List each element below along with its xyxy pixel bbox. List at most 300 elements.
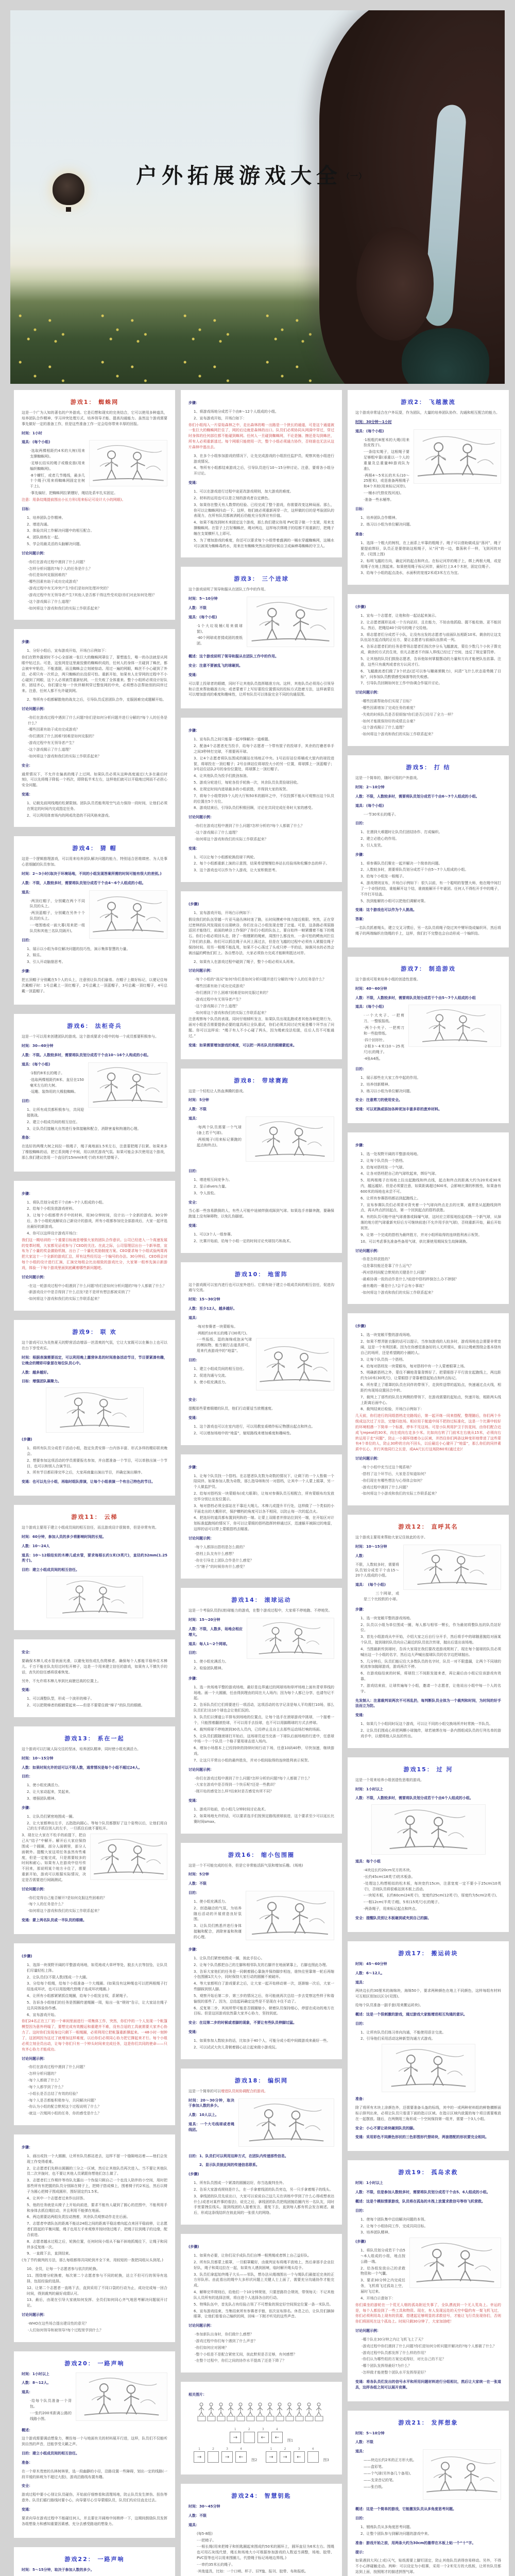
question-line: -你们在游戏过程中遇到了什么问题？ (28, 560, 87, 564)
section-label: 人数：不限，人数多，场地会相应增大。 (188, 1626, 243, 1637)
numbered-line: 2、娱乐。 (27, 953, 44, 958)
game-card (14, 2547, 175, 2576)
numbered-line: 4、等所有小组都结束游戏之后，引导队员进行10～15分钟讨论。注意，要将各小组分开讨论。 (194, 466, 334, 476)
numbered-line: 1、展示那些在大家工作中起的作用。 (360, 1075, 421, 1080)
numbered-line: 2、宣布游戏开始，开场白如下： (194, 416, 247, 420)
question-line: -如何将这个游戏和我们的实际工作联系起来？ (362, 732, 435, 737)
balloon-race-illustration (246, 1116, 334, 1162)
numbered-line: 9、让第一个完成的搭档为最终胜方，并对小组所取得的连续胜利表示祝贺。 (360, 1232, 482, 1237)
section-label: 目的： (188, 1651, 199, 1655)
section-label: 步骤： (188, 1676, 199, 1681)
card-heading: 游戏24： 智慧钥匙 (231, 2493, 291, 2500)
section-label: 概述：这是一个简单的游戏，它能激发队员从多角度思考问题。 (355, 2507, 456, 2512)
card-paragraph: 不限，人数较多时，需要将队员划分成若干个由15～20个人组成的小组。 (355, 1562, 399, 1578)
numbered-line: 1、展示以小组为单位解决问题的技巧性，演示集体智慧的力量。 (27, 946, 130, 951)
section-label: 道具： (22, 890, 32, 894)
section-label: 道具：10～12根结实的木棒儿或水管，要求每根长约1米(3英尺)，直径约32mm(1.25英寸)。 (22, 1553, 167, 1563)
numbered-line: 2、告诉队员们它们将要进行一项活动，这项活动的名字记录是每人平均需打10场，那么队员们打出10个球也会让他们玩的。 (194, 1703, 334, 1713)
section-label: 讨论问题示例： (355, 1248, 381, 1253)
section-label: 人数：不限 (188, 1882, 207, 1886)
numbered-line: 2、让大家动起来，笑起来。 (27, 1790, 73, 1794)
section-label: 道具： (355, 1980, 366, 1985)
bullet-line: -长约45cm(18英寸)的木板条。 (364, 1874, 415, 1879)
tangled-circle-illustration (90, 1834, 167, 1880)
section-label: 目标： (355, 506, 366, 511)
bullet-line: ·逗趣、装饰用的大橡胶蜘蛛。 (30, 1090, 78, 1094)
numbered-line: 2、让队员们(不限人数)围成一个大圈。 (27, 1975, 90, 1979)
section-label: 变通： (188, 846, 199, 851)
bullet-line: ——盒彩笔。 (364, 2465, 385, 2469)
numbered-line: 3、让每个队员找一个搭档。 (360, 1357, 406, 1362)
section-label: 讨论问题示例： (355, 1456, 381, 1461)
numbered-line: 2、标明飞越的方向，确定河的起点和终点。在标记河岸的绳子上，绑上两根大绳，或是用绳子在地上围起来。如果使用绳子标记河岸，最好打上3.4个木桩，固定住绳子。 (360, 558, 501, 569)
numbered-line: 3、给每个小组的起点浇水，水面积的宽度2米或3米左右为宜。 (360, 571, 461, 575)
game-card (181, 2234, 342, 2372)
numbered-line: 4、开场白示意如下： (360, 2296, 396, 2300)
numbered-line: 1、将参赛队员们聚在一起并解决一个简单的问题。 (360, 861, 442, 866)
section-label: 安全： (22, 2484, 32, 2488)
game-card (14, 1505, 175, 1630)
numbered-line: 1、如果参加人数较多的话，比如多于40个人，可能分成小组中间做游戏来最好一些。 (194, 2039, 331, 2043)
game-card (14, 1014, 175, 1171)
numbered-line: 1、选一块宽敞平整的游戏场地。 (360, 1616, 414, 1620)
numbered-line: 6、在游戏临结束的时候，将球投三不间距发接来者，再让最后由小组记住该游戏有效靠。 (360, 1671, 501, 1682)
numbered-line: 3、让4个志愿者将队伍围成的圈站在场地正中央。1号站好站位将桶或大筐内的球投进筐，将球投在一顶红帽子；2号自律站位将球投大小的另一位置，将球掷上一顶蓝帽子；3号站位站队2号的身份位置处，将球掷上一顶红帽子。 (194, 756, 334, 772)
section-label: 人数：不限，人数较多时，需要将队员划分成若干个由6～7个人组成的小组。 (355, 794, 479, 799)
horse-head (319, 10, 505, 384)
bullet-line: ·准备一些水桶等。 (364, 497, 394, 502)
section-label: 时间：5～15分钟，取决于参加人数的多少。 (22, 2567, 94, 2572)
section-label: 时间：15～30分钟 (188, 1297, 220, 1302)
question-line: -你们是如何克服困难的？ (28, 573, 69, 578)
question-line: -哪些因素有助于成功完成游戏？ (195, 984, 247, 989)
section-label: 时间：45～60分钟 (355, 1961, 387, 1966)
numbered-line: 4、让其中一个志愿者过来作出回答。 (27, 2196, 87, 2200)
section-label: 准备： (355, 2097, 366, 2102)
bullet-line: ——支录音记的笔。 (364, 2478, 396, 2482)
forest-bridge-illustration (76, 2372, 167, 2421)
diagram-cell: ← (258, 2432, 269, 2443)
question-line: -游戏过程中遇到了什么问题？ (362, 1485, 410, 1489)
numbered-line: 2、让队员们围成心形把两颗小球抛传，球若被绑在每一条内围组成队员的行列名单的游戏手中，以便将他人队伍的传出。 (360, 1728, 501, 1738)
section-label: 变通： (188, 481, 199, 485)
numbered-line: 2、给每对搭档发一块蒙眼布(或大眼罩)，让每对参赛队员互相配合，所有蒙眼布均发放完毕分别让出发位置示。 (194, 1492, 334, 1501)
game-card (14, 1181, 175, 1311)
numbered-line: 4、团队熔炼在一起。 (27, 535, 62, 540)
game-card (348, 1132, 509, 1304)
numbered-line: 1、这个游戏也可以在室内进行，可以用教室桌椅作标记物摆出起点和终点。 (194, 1425, 315, 1429)
question-line: -你在引导走上团队合作是什么感觉？ (195, 1558, 254, 1563)
section-label: 人数：8～12人。 (22, 2381, 51, 2385)
section-label: 步骤： (355, 1143, 366, 1148)
question-line: -如何将这个游戏和我们的实际工作联系起来？ (28, 1297, 101, 1301)
numbered-line: 8、志愿者越水过程之后，轮换位置，任何时间小组从不偏不斜地抓绳往下，让绳子和同伴多反复练一次。 (27, 2239, 167, 2249)
hot-air-balloon-silhouette (50, 173, 87, 217)
card-heading: 游戏19： 孤岛求救 (398, 2169, 458, 2176)
card-paragraph: 可以蒙上投球者的眼睛，同时不让其他队员指挥瞄准方向。这样，其他队员必须用心引领导和示范来帮助瞄准方向；或者蒙着干上写好要投位置情况的投标方式指着方法，这样被蒙住可以增加游戏的难度和趣味性，让所有队员可以体验完全不同的沟通氛围。 (188, 681, 334, 697)
section-label: 时间：5～10分钟 (188, 597, 218, 601)
section-label: 变通：蒙上两名队员或一半队员的眼睛。 (22, 1918, 87, 1923)
bullet-line: 三个网球，或是三个比较软的小球。 (364, 1591, 400, 1601)
column-3 (348, 390, 509, 2576)
card-heading: 游戏9： 联 欢 (72, 1329, 117, 1336)
card-paragraph: 当心那一些容易跌倒的人，有些人可能中途被绊倒或踩到气球。如果选手赤脚奔跑，要确保跑道上没有障碍物，以免扎伤脚底。 (188, 1209, 334, 1219)
game-card (14, 2134, 175, 2342)
question-line: -你们如何应对困境？ (195, 2345, 229, 2350)
section-label: 道具： (355, 2449, 366, 2454)
card-paragraph: 这个游戏可以为炎热夏天的野营活动增添一丝清爽的气氛，它让大家既可以在舞台上也可以在台下享受欢乐。 (22, 1341, 167, 1350)
numbered-line: 2、练习以小组为单位解决问题。 (360, 522, 414, 527)
numbered-line: 3、给每个小组发一根绳子。 (360, 874, 406, 879)
numbered-line: 1、如果有必要，让你们双手成队员们自缚一根黑绳或者绑上自己益好队。 (194, 2253, 312, 2258)
numbered-line: 3、引人发笑。 (360, 843, 385, 848)
red-note: 你们24名正在工厂的一个車间里面进行一项集体工作，突然，你们中的一个人发现一个帐篷模型因为意外坍塌了，要想完成有效搬运和重建并不难，没有合适的工具就需要大家齐心协力了。这时你们发现身边只剩下一根绳圈，必须利用它把帐篷重新撑起来。一48小时一刻钟了，这团网因为这过了就增加这样难度，以后你们必须同心协力把它撑起来才行。每个小组必须立刻全员出动，让每个你们只有一个钟头时间来完成任务，这是你们共同的使命——只有齐心协力才能成功。 (22, 2019, 167, 2052)
diagram-cell: → (230, 2432, 241, 2443)
section-label: 概述： (22, 2428, 32, 2432)
numbered-line: 8、裁判结束后检验，开场白示例如下： (360, 1407, 424, 1412)
numbered-line: 3、令人放松。 (194, 1191, 218, 1195)
numbered-line: 6、让所有参赛搭档都站到起跑线上。 (360, 1196, 421, 1200)
bullet-line: ——张白纸。 (364, 2484, 385, 2489)
section-label: 时间：5～10分钟 (355, 2431, 385, 2435)
card-paragraph: 这个游戏既可以室内进行也可以室外进行。它将有助于建立小组成员间的相互信任，促进沟通与交流。 (188, 1282, 334, 1293)
section-label: 步骤： (188, 1465, 199, 1469)
numbered-line: 3、所有节目都彩排完毕之后，大家再商量出演出节目，并确定演出顺序。 (27, 1470, 145, 1475)
diagram-cell: ← (271, 2432, 283, 2443)
card-paragraph: 这是一个可以用来创建团队的游戏。这个游戏要求小组中的每一个成员都要积极参与。 (22, 1035, 159, 1039)
numbered-line: 7、引导队员回顾如何在工作中协调合作展开讨论。 (360, 681, 442, 686)
question-line: -每个人都学到了什么？ (28, 2084, 65, 2089)
card-heading: 游戏11： 云梯 (71, 1514, 118, 1521)
numbered-line: 1、宣布队员之间只能靠一起冲锋解决一道难题。 (194, 737, 272, 742)
numbered-line: 9、一直做下去，直到结束。 (27, 2251, 73, 2256)
numbered-line: 2、如果场地允许的话，可以要求选手们按预定路线滚球前进，这个要求至少可以延长比赛时间smax。 (194, 1814, 334, 1824)
section-label: 道具：(每个小组) (355, 1005, 384, 1009)
question-line: -你们在游戏过程中遇到了什么问题?怎样分析的?每个人都做了什么？ (195, 824, 304, 828)
section-label: 道具：每人1～2个网球。 (188, 1641, 230, 1646)
bullet-line: ·1个大垃圾桶(用来做球筐)。 (197, 623, 243, 634)
game-card (348, 957, 509, 1123)
numbered-line: 10、可以考虑事先准备些备用气球，供比赛使用期间发生故障调换。 (360, 1239, 470, 1244)
bullet-line: ·两根约10米长的绳子(30英尺)。 (197, 1331, 250, 1335)
section-label: 道具： (22, 2390, 32, 2395)
numbered-line: 1、选择一个粗大的树杈，在上面系上牢靠的粗绳子。绳子可以借助做成品“荡河”，绳子要提前绑好，队员正是要借助这根绳子，从“河”的一边，像荡秋千一样，飞到河的对岸。(见图上图) (360, 541, 501, 556)
section-label: 人数：不限，人数较多时，需要将队员划分成若干个由4～6个人组成的小组。 (22, 880, 146, 885)
arrow-diagram-图2: 1 → 2 3 → 4 ← 图2 (194, 2447, 257, 2463)
section-label: 提示： (355, 2550, 366, 2554)
numbered-line: 4、告诉志愿者们的任务是带领志愿者们按次序分头飞越激流，蒙住少数几个小伙子算完成，剩余的方式仍生效，但凡志愿者不许踩入界线已经过了空间，违反了规定要罚停。 (360, 645, 501, 655)
section-label: 讨论问题示例： (22, 1275, 47, 1279)
section-label: 讨论问题示例： (188, 969, 214, 973)
section-label: 人数：不限，人数较多时，需要将队员划分成若干个由5～7个人组成的小组 (355, 995, 476, 1000)
section-label: 变通： (22, 792, 32, 797)
section-label: 讨论问题示例： (188, 815, 214, 820)
numbered-line: 3、队员们拿起始终绳子大头——邻队，想办法从绳端围出一个与绳队们最接近完美的正方形队形。由此看出的绳中大多形状问题上关键人士上面了，需要充分沟通协作才能完成。 (194, 2272, 334, 2288)
question-line: -如何将这个小游戏和我们的实际工作联系起来？ (362, 1492, 439, 1496)
game-card (14, 2351, 175, 2538)
game-card (181, 1588, 342, 1833)
section-label: 人数：6～12人。 (355, 1971, 385, 1975)
question-line: -哪些因素增加了完成任务的难度？ (362, 705, 417, 710)
question-line: -当“瞎子”的时候你有什么感受？ (195, 1565, 247, 1569)
card-heading: 游戏6： 法柜奇兵 (67, 1023, 122, 1030)
card-paragraph: 除了将所有木块上涂颜色外，还需要准备头盔的标线，其中的一或两种材料组的鲜艳横断面标示排列出来，必须让队员只看清下面的指示区域。在指示区域内放置的每个项目需要堆放在一起摆放。随后，在两侧用三角形成一个空间保持第一组齐，需要一个3人小组。 (355, 2106, 501, 2121)
game-card (348, 1515, 509, 1748)
question-line: -游戏过程中有无冲突产生?你们是如何处理冲突的？ (28, 586, 111, 591)
question-line: -游戏过程中队员都发挥了什么样的作用？ (362, 2350, 428, 2355)
brick-carrying-illustration (382, 2044, 475, 2092)
numbered-line: 2、增进沟通。 (27, 522, 51, 527)
bullet-line: ·选取两棵相距约4米的大树(用来支撑蜘蛛网)。 (30, 449, 85, 459)
question-line: -哪些因素有助于成功完成游戏？ (28, 580, 80, 584)
numbered-line: 6、飞越激流者们做了3个状态(还可以参与蹦离弹跳力)，问清“飞什么状态姿势跳了目标”，问参加队员酌情感受掉落等的失败感。 (360, 669, 501, 679)
card-paragraph: 这是一个逻辑推理游戏，可以用来培养团队解决问题的能力，特别适合思维缜密、为人处事心思细腻的队员参加。 (22, 857, 167, 867)
numbered-line: 3、增强团队精神。 (27, 1796, 58, 1801)
section-label: 步骤： (22, 2145, 32, 2150)
spider-web-illustration (89, 440, 167, 486)
numbered-line: 3、每对搭档必须全部站在不靠近大绳儿、木棒儿或提升平行处，这样做了一个类似的小平面走出的大概形状，保护横档的角度可以各不相同，以防止每一次的起点火。 (194, 1503, 334, 1514)
numbered-line: 5、他的任务就是从椅子上开始向前进，要求不能有人碰到了圆心的范围中，不能利用手和身体去抓住绳拉动，并且利用不能弹在地面。 (27, 2202, 167, 2213)
card-paragraph: 这是一个简单的可以增进队员间协调配合的游戏。 (188, 2089, 268, 2093)
section-label: 道具：(每个小组) (355, 429, 384, 433)
card-paragraph: 这个游戏主要用来帮助大家记住彼此的名字。 (355, 1535, 427, 1540)
plank-crossing-illustration (371, 1804, 486, 1855)
section-label: 道具：一个大毛线球或者绳线团。 (188, 2122, 234, 2132)
numbered-line: 4、裁判将球不停地滚到30名人员内，已经停止且自主去那些运动场打响的场面。 (194, 1727, 323, 1732)
red-note: 我们这一期培训的一个重要目标就是增强大家的团队合作意识。公司已经进入一个高速发展的变革时期，大家都见证或参与了CEO的关注。在此之际，公司管理层出台一个新举措，宣布为了小量的奖金激励机制，出台了一个量化奖励制度方案。CEO要求每个小组试验两周再把大家这十一个全新的游戏汇总，所有这些经历这一个编号的办法。30分钟后，CEO将会对每个小组的设计进行汇演，汇演完每组会比出细致的游戏比分，大家第一组率先演示新游戏，体验一下每个游戏里面到底藏着哪些新问题吧。 (22, 1238, 167, 1270)
section-label: 变通： (188, 1799, 199, 1803)
question-line: -就这一次绳网小组的任务，你的感受是什么？ (28, 2111, 101, 2116)
game-card (14, 836, 175, 1005)
numbered-line: 1、让每个队员找一个搭档。在志愿者队友数为奇数的情况下，让剩下的一个人暂做一个陪同伴。如果参加人数为奇数，那么指导师和另一对搭档，让其中一个人蒙上眼罩，另一个人做监护员。 (194, 1473, 334, 1489)
question-line: -整个小组是不是配合紧密无间，彼此默契是否足够，有何感想？ (195, 2352, 297, 2357)
question-line: -在这一轮游戏过程中小组遇到了什么问题?你们是如何分析问题的?每个人都做了什么？ (28, 1283, 166, 1288)
section-label: 人数：不限 (188, 606, 207, 611)
numbered-line: 1、可以3个人一组参赛。 (194, 1232, 234, 1236)
game-card (348, 755, 509, 947)
section-label: (步骤) (355, 605, 366, 609)
numbered-line: 1、培养团队合作精神。 (27, 515, 65, 520)
numbered-line: 3、志愿者们工作期许等待队友露出一个伪装只顾自己一个也没人陪伴的小空间，用时把那些所有有把握的队员分别踩在椅子上，把椅子搭成梯上，围着椅子约2米远，然后以椅子为圆心把椅子围成圆形，围好固定约1.5米。 (27, 2178, 167, 2194)
section-label: 时间：10～15分钟 (355, 1545, 387, 1549)
bullet-line: ·每对参赛者一块蒙眼布。 (197, 1324, 238, 1329)
numbered-line: 2、促进沟通与交流。 (194, 1373, 229, 1378)
card-heading: 游戏20： 一路声响 (64, 2360, 125, 2367)
numbered-line: 1、将队员划分成若干个由6～7个人组成的小组。 (27, 1200, 106, 1205)
card-paragraph: 这是一个简单的，随时可用的户外游戏。 (355, 776, 420, 781)
section-label: 目的： (355, 2208, 366, 2213)
section-label: 概述：这个游戏说明了领导和服从在团队工作中的作用。 (188, 654, 279, 659)
numbered-line: 2、给各组发放自己的求救物资和一个气囊。 (360, 2266, 405, 2276)
question-line: -你是怎样获胜的？ (362, 1257, 392, 1262)
question-line: -每个人都择出搭档是怎么做的？ (195, 1545, 247, 1549)
numbered-line: 4、把选好的道具都布置到列阵的一端。让蒙上双眼者并排站位到另一端，在开始区对计划标准起跑场的情况下，你可以让蒙眼的搭档指挥转移通过区，迅速躲开被踩过的地雷，这样的话可以带上蒙眼搭档去瞄准。 (194, 1516, 334, 1532)
card-paragraph: 这个游戏主要用于建立小组成员间的相互信任，而且游戏设计很简单，但是非常有效。 (22, 1526, 159, 1530)
numbered-line: 2、让每个队员都把自己的左脚和相邻队友的右脚并在地面紧靠上，右脚也照此办理。 (194, 1962, 330, 1967)
section-label: 时间：40～60分钟 (355, 986, 387, 991)
numbered-line: 1、锻炼队员从多角度思考问题。 (360, 2525, 414, 2529)
numbered-line: 4、游戏规则宣布，开场白示例如下：很久以前，有一个聪明的智慧大师，他在绳中间打了一个奇怪的结，谁能解开这个结，谁就能解开千年谜团。任何人不得松开手中的绳子，不许打开结盖。 (360, 881, 501, 896)
red-note: 注意：用条纹绳提前围出小长方形(用来标记可设计大小的网眼)。 (22, 497, 126, 502)
numbered-line: 1、让队员们紧密地围成一圈，彼此手拉心。 (194, 1956, 265, 1960)
game-card (14, 390, 175, 620)
red-note: 你们乘坐的游轮在一个荒无人烟的孤岛附近失事了，全队漂流到一个无人荒岛上。幸运的是，每个人都捡到了一些工具和物资。现在，有人发现远处的天空中隐约有一架飞机飞过，你们必须利用岛上现有的资源，搭建起足够明显的求救信号，才能让飞行员发现你们，否则你们将困死在这个孤岛上。时间只剩30分钟了，大家加油吧！ (355, 2302, 501, 2324)
diagram-cell: → (194, 2451, 205, 2463)
bullet-line: ·选取两棵相距约8米、直径在150毫米左右的大树。 (30, 1077, 84, 1088)
bullet-line: ·40个网球或者揉成团的废纸团。 (197, 636, 243, 646)
numbered-line: 4、给每对搭档发一块蒙眼布，每对搭档中有一个人蒙着眼罩上场。 (360, 1364, 468, 1368)
section-label: (步骤) (188, 2245, 199, 2249)
section-label: 道具： (188, 1315, 199, 1320)
numbered-line: 2、可以利用体育场内的网或改造的不同风格来游戏。 (27, 813, 112, 818)
diagram-cell (307, 2451, 319, 2463)
arrow-diagram-图3: 1 → 2 → 3 ← 4 图3 (266, 2447, 329, 2463)
section-label: 道具： (188, 1116, 199, 1121)
numbered-line: 1、让所有成员都积极参与，共同迎接挑战。 (27, 1108, 84, 1117)
numbered-line: 3、给每对搭档发一个气球。 (360, 1165, 406, 1170)
section-label: 讨论问题示例： (22, 2313, 47, 2317)
yarn-web-circle-illustration (238, 2098, 334, 2147)
numbered-line: 2、如果不想弄脏衣服的话可以提示，当参加游戏的人较多时，游戏场地也会需要非常宽阔，这是一个有利因素。因为在你感觉准备好的人无所谓从，谁以让绳索围绕会基本绕有自己的场所，还是希望跳的小圈的人。 (360, 1340, 501, 1355)
question-line: -如何才能既保持好的成绩且自豪？ (362, 719, 417, 723)
section-label: 安全： (22, 1650, 32, 1655)
column-2 (181, 390, 342, 2576)
question-line: -哪个团队发挥得最好?为什么？ (362, 2364, 412, 2368)
section-label: 讨论问题示例： (22, 1887, 47, 1891)
bullet-line: ·一张约200米距离公路的线路小图。 (30, 2411, 72, 2421)
section-label: 变通： (22, 2507, 32, 2512)
section-label: 变通： (188, 672, 199, 677)
numbered-line: 1、宣布游戏开始，开场白示例如下： (194, 910, 254, 915)
question-line: -如何将这个游戏和我们的实际工作联系起来？ (362, 1290, 435, 1295)
section-label: 目的： (355, 1066, 366, 1071)
numbered-line: 3、这个游戏也可以作为个人游戏，让大家积极思考。 (194, 868, 279, 873)
numbered-line: 1、将所有队员分成若干活动小组，指定负责安排一台内容丰富、形式多样的精彩联欢晚会。 (27, 1446, 167, 1456)
bullet-line: ·一节30米长的绳子。 (364, 812, 399, 817)
section-label: 人数：如果时间允许的话可以不限人数，通常情况是每个小组不超过24人。 (22, 1765, 142, 1770)
question-line: -在整个过程中，你们之间的协作水平提高了还是下降了？ (195, 2359, 286, 2363)
card-heading: 游戏14： 滚球运动 (231, 1597, 291, 1604)
diagram-cell: → (280, 2451, 291, 2463)
numbered-line: 2、想要参加这项活动的学员需要报名参加，并自愿准备一个节目，可以单独出演一个节目，也可以和别人合演节目。 (27, 1458, 167, 1468)
numbered-line: 1、使每个团队集中总结解决问题的本领。 (360, 2217, 428, 2222)
section-label: 步骤： (188, 401, 199, 405)
numbered-line: 2、可以增加场地中的“地雷”，缩短路线来增加难度和趣味性。 (194, 1431, 294, 1435)
numbered-line: 3、队员们以弹道公平排布到场地的位置点，让每个选手在滚球游戏中挑球，一个接着一个，只能围着翻滚抢球，不可以用手去捡球，也不可以用脚踢球的方式去停球。 (194, 1715, 334, 1725)
section-label: 安全： (22, 763, 32, 768)
card-heading: 游戏5： 打 结 (406, 764, 451, 771)
numbered-line: 2、告诉大家游戏规则是什么，在一手拿着线团的队员旁边，另一只手拿着绳子的线头。 (194, 2187, 333, 2192)
numbered-line: 4、让所有小组都紧紧抓住绳圈，给每个小组发言权，系紧绳子。 (27, 1994, 130, 1998)
card-paragraph: 给每个队员准备一副手套(用来搬运砖块)。 (355, 2003, 423, 2008)
numbered-line: 2、让志愿者圆形站成一个方向站好，且在能力，不妨由他抓稳、握不能松弛、更不能回头。然后，把绳结40个同号的绳子交给他。 (360, 620, 501, 630)
section-label: 时间：1小时以上 (22, 2371, 49, 2376)
section-label: 时间：20～30分钟，取决于参加人数的多少。 (188, 2098, 234, 2108)
diagram-cell: → (221, 2451, 233, 2463)
section-label: 安全：小心不要让砖块砸到队员的脚。 (355, 2126, 417, 2130)
section-label: 道具：(每个小组) (355, 803, 384, 808)
card-heading: 游戏4： 猜 帽 (72, 845, 117, 852)
numbered-line: 2、让大家都伸出左手，五指指向圆心。等每个队员都摆好了这个姿势以后，让他们用自己的左手抓住别人的左手，一旦抓住后就不要松开。 (27, 1821, 167, 1831)
section-label: 概述：这是一个很刺激的游戏，通过游戏大家能增进相互沟通的意识。 (355, 2012, 467, 2016)
card-paragraph: 这个游戏需要调动想象力，模仿每一个与地面有关的材料展开行进，这样，队员们不仅能听到自然的声音，还能享受天籁之声。 (22, 2436, 167, 2447)
section-label: 概述：这是个模拟情景游戏，队员将在孤岛的木筏上放置求救信号等待飞机营救。 (355, 2199, 485, 2204)
section-label: 人数：10～24人 (22, 1544, 50, 1548)
section-label: 步骤： (22, 969, 32, 974)
question-line: -新游戏设计中是否得到了什么启发?是不是所有想法都被采纳了？ (28, 1290, 132, 1295)
bullet-line: ·1根粗约8厘米的大绳(用来拴皮筏子)。 (364, 437, 409, 448)
question-line: -这个游戏揭示了什么道理？ (362, 725, 406, 730)
question-line: -每个人都做了什么？ (28, 2078, 62, 2083)
card-heading: 游戏1： 蜘蛛网 (70, 399, 119, 405)
game-card (181, 2382, 342, 2475)
section-label: 安全：注意剪刀的使用安全。 (355, 1098, 402, 1103)
numbered-line: 1、宣布一个志愿者，让他和你一起站起来演示。 (360, 614, 439, 618)
game-card (14, 1320, 175, 1496)
section-label: 准备： (355, 532, 366, 537)
numbered-line: 3、分给每个组绳，给每个小组准备一个大绳圈。(如果没有这种绳也可以把两根绳子打结连成环状，也可以用胶绳代替绳子连成环状绳圈。) (27, 1981, 167, 1992)
numbered-line: 6、宣布游戏开始。 (27, 2012, 58, 2017)
bullet-line: ·两顶红帽子，分别戴在两个不同队员的头上。 (30, 899, 85, 909)
section-label: 人数：不限 (188, 2514, 207, 2518)
figure-strip (188, 2401, 334, 2422)
section-label: 变通： (355, 1713, 366, 1718)
bullet-line: ·两个小夹子、一把剪刀和一些胶带纸。 (364, 1025, 404, 1036)
section-label: 变通：将各队员们发出的信号水平和所用问题材料进行分组相比，然后让大家统一在一张道具，这样各组之间可以展开竞赛。 (355, 2379, 501, 2389)
game-card (181, 1843, 342, 2059)
section-label: 变通：可以更换或添加各种更加丰富多彩的废弃材料。 (355, 1107, 442, 1112)
section-label: (步骤) (355, 2240, 366, 2244)
card-paragraph: 这个游戏可以打破人际交往的坚冰，培养团队精神，同时使小组充满活力。 (22, 1747, 141, 1751)
numbered-line: 1、画出或找一个大圆圈，让所有队员都站进去，这样不留一个缝隙地站着——他们会发现工作变得艰难。 (27, 2154, 167, 2164)
section-label: 准备：游戏开始之前，用两条大约为30cm的墨带在木板上贴一个“十”字。 (355, 2540, 476, 2545)
question-line: -如何将这个游戏和我们的实际工作联系起来？ (195, 837, 268, 841)
section-label: 时间：5分钟 (188, 1098, 209, 1103)
numbered-line: 4、如果不能找到树木来固定这个游戏，那么我们建议你用 PVC管子做一个支架，用来支撑蜘蛛网。在管子上打好蜘蛛丝，绳对两边，这样每次绑绳子的结都不用重新打，把绳子缠在支架横杆儿上即可。 (194, 520, 334, 536)
numbered-line: 7、宣布参赛队员们必须背对背夹着一个气球向终点走去的比赛，通常是从起跑线到终点，再从终点折回起点，第一个回到起点的搭档获胜。 (360, 1202, 501, 1213)
numbered-line: 1、所有队员围成一个紧凑的圆圈站好，你当选裁判坐外。 (194, 2181, 286, 2185)
bullet-line: -处理这么构想相似的松木板，每块宽约15cm，注意宽度一定不要小于25cm(10英寸)，否则队员将很难站到木板上活动。 (364, 1881, 501, 1891)
section-label: 步骤： (22, 1805, 32, 1810)
card-heading: 游戏12： 直呼其名 (398, 1523, 458, 1531)
section-label: 相关图片： (188, 2393, 207, 2397)
section-label: 人数：越多越好。 (22, 1370, 50, 1375)
numbered-line: 2、所有队员都蒙上眼罩，一旦眼罩戴好，由裁判宣布将绳平放地上，然后拿那手企业拉好队，绳子和周边拉在一起，如果有人遇到困境，临时解开绳头给予。 (194, 2260, 334, 2270)
section-label: (步骤) (188, 2172, 199, 2177)
card-paragraph: 把五顶帽子分别戴在5个人的头上，注意别让队员们偷看。在帽子上做好标记，以便记住每次戴帽子时：1号总戴上一顶红帽子，2号总戴上一顶蓝帽子，3号总戴一顶红帽子，4号总戴一顶蓝帽子。 (22, 977, 167, 993)
question-line: -每个人是否都能积极参与，共同解决问题？ (28, 2098, 98, 2103)
card-heading: 游戏15： 过 河 (403, 1766, 453, 1773)
card-heading: 游戏7： 制造游戏 (401, 965, 456, 972)
game-card (348, 2160, 509, 2401)
numbered-line: 2、队员以小组为单位围成一圈，每人都与相邻一臂长，作为最初将整队伍的队员站好位。 (360, 1622, 501, 1633)
section-label: 准备： (22, 2460, 32, 2465)
numbered-line: 1、将队员划分成若干个由5～6人组成的小组，地点按公路一端。 (360, 2248, 405, 2264)
game-card (14, 1726, 175, 1934)
section-label: 时间：2～10分钟 (355, 785, 385, 789)
numbered-line: 3、体验共同工作解决问题中的相互配合。 (27, 529, 94, 533)
numbered-line: 7、裁判上了那些的队员在两侧的带领下，在游戏需要的起始点，快速开始，相距两头线上距离后面中心。 (360, 1395, 501, 1405)
question-line: -WHO在这些场合提出建设性的意见？ (28, 2321, 89, 2326)
card-paragraph: 这个游戏非常适合在户外玩耍，作为团队，大量的培养团队协作、沟通和相互配合的能力。 (355, 411, 500, 415)
section-label: 变通： (188, 1224, 199, 1228)
bullet-line: ·一桶水(代替皮筏河流)。 (364, 491, 404, 496)
bullet-line: ·两顶蓝帽子，分别戴在另外十个队员的头上。 (30, 911, 85, 921)
numbered-line: 8、有的队员可能中途气球滑落或踩爆气球，这时应立即原地捡起或换一个新气球，从掉落的地方把气球重新夹好后方可继续前进(不允许用手扶气球)，否则重新开始，最后开始祝贺。 (360, 1215, 501, 1230)
question-line: -刚开始的感觉怎么样?结束时是否感觉有所不同？ (195, 1789, 274, 1794)
numbered-line: 5、学会用最灵活的头脑解决问题。 (27, 542, 83, 547)
numbered-line: 2、让每个队员找一个搭档。 (360, 1158, 406, 1163)
